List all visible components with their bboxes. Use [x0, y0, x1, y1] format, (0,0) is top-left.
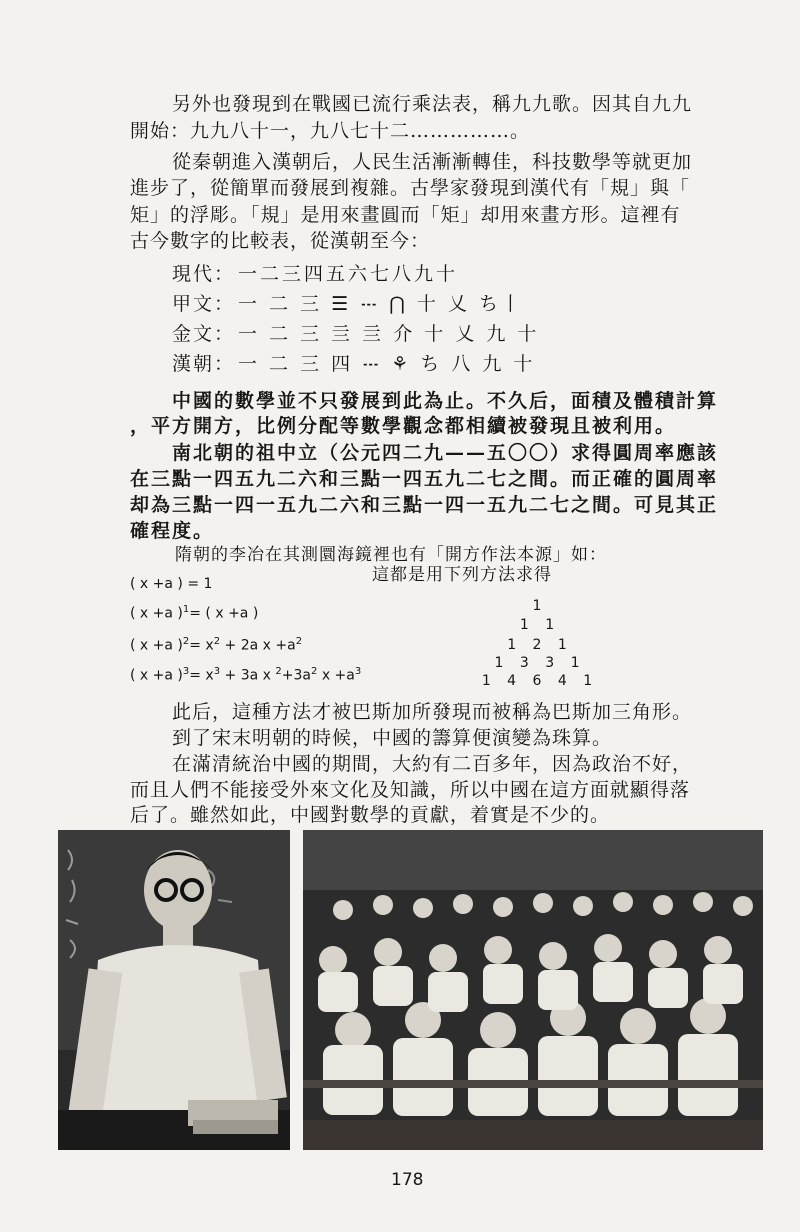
numeral-row-glyphs: 一 二 三 四 𝌀 ⚘ ち 八 九 十	[238, 353, 536, 375]
numeral-row-label: 現代：	[172, 263, 236, 285]
pascal-row: 1 4 6 4 1	[481, 673, 599, 689]
formula-exponent: 3	[182, 666, 190, 677]
bold-paragraph-2-line-2: 在三點一四五九二六和三點一四五九二七之間。而正確的圓周率	[130, 468, 719, 490]
formula-text: ( x +a )	[130, 637, 183, 654]
numeral-row-oracle-bone	[172, 292, 523, 316]
sui-paragraph-line-2: 這都是用下列方法求得	[372, 565, 552, 585]
bold-paragraph-1-line-1: 中國的數學並不只發展到此為止。不久后，面積及體積計算	[172, 390, 719, 412]
numeral-row-han	[172, 352, 535, 376]
formula-text: +3a	[281, 667, 311, 684]
closing-line-4: 而且人們不能接受外來文化及知識，所以中國在這方面就顯得落	[130, 779, 691, 801]
formula-exponent: 2	[295, 636, 303, 647]
closing-line-1: 此后，這種方法才被巴斯加所發現而被稱為巴斯加三角形。	[172, 701, 693, 723]
closing-line-5: 后了。雖然如此，中國對數學的貢獻，着實是不少的。	[130, 804, 611, 826]
numeral-row-modern	[172, 262, 458, 286]
numeral-row-glyphs: 一 二 三 ☰ 𝌀 ⋂ 十 乂 ち丨	[238, 293, 523, 315]
formula-4	[130, 666, 361, 684]
bold-paragraph-1-line-2: ，平方開方，比例分配等數學觀念都相續被發現且被利用。	[130, 415, 677, 437]
formula-text: = ( x +a )	[189, 605, 259, 622]
numeral-row-label: 漢朝：	[172, 353, 236, 375]
pascal-row: 1 1	[519, 617, 561, 633]
formula-exponent: 2	[213, 636, 221, 647]
formula-1: ( x +a ) = 1	[130, 576, 213, 592]
closing-line-2: 到了宋末明朝的時候，中國的籌算便演變為珠算。	[172, 727, 613, 749]
paragraph-2-line-4: 古今數字的比較表，從漢朝至今：	[130, 230, 431, 252]
paragraph-2-line-3: 矩」的浮彫。「規」是用來畫圓而「矩」却用來畫方形。這裡有	[130, 204, 681, 226]
pascal-row: 1 3 3 1	[494, 655, 586, 671]
numeral-row-glyphs: 一 二 三 亖 亖 介 十 乂 九 十	[238, 323, 540, 345]
classroom-photo-illustration	[303, 830, 763, 1150]
teacher-photo-illustration	[58, 830, 290, 1150]
formula-exponent: 2	[311, 666, 318, 677]
formula-2	[130, 604, 258, 622]
bold-paragraph-2-line-3: 却為三點一四一五九二六和三點一四一五九二七之間。可見其正	[130, 494, 719, 516]
formula-text: x +a	[317, 667, 355, 684]
bold-paragraph-2-line-4: 確程度。	[130, 520, 215, 542]
numeral-row-label: 金文：	[172, 323, 236, 345]
pascal-row: 1 2 1	[507, 637, 573, 653]
formula-3	[130, 636, 302, 654]
formula-exponent: 1	[182, 604, 190, 615]
classroom-photo	[303, 830, 763, 1150]
formula-text: + 3a x	[220, 667, 276, 684]
formula-text: = x	[189, 637, 214, 654]
formula-text: ( x +a )	[130, 605, 183, 622]
page-number: 178	[391, 1170, 424, 1190]
teacher-photo	[58, 830, 290, 1150]
numeral-row-label: 甲文：	[172, 293, 236, 315]
numeral-row-bronze	[172, 322, 539, 346]
pascal-row: 1	[532, 598, 548, 614]
paragraph-1-line-2: 開始：九九八十一，九八七十二……………。	[130, 120, 531, 142]
formula-exponent: 3	[213, 666, 221, 677]
closing-line-3: 在滿清統治中國的期間，大約有二百多年，因為政治不好，	[172, 753, 693, 775]
formula-exponent: 3	[354, 666, 362, 677]
sui-paragraph-line-1: 隋朝的李冶在其測圜海鏡裡也有「開方作法本源」如：	[175, 545, 607, 565]
formula-exponent: 2	[182, 636, 190, 647]
paragraph-2-line-2: 進步了，從簡單而發展到複雜。古學家發現到漢代有「規」與「	[130, 177, 691, 199]
formula-text: ( x +a )	[130, 667, 183, 684]
numeral-row-glyphs: 一二三四五六七八九十	[238, 263, 459, 285]
paragraph-2-line-1: 從秦朝進入漢朝后，人民生活漸漸轉佳，科技數學等就更加	[172, 151, 693, 173]
paragraph-1-line-1: 另外也發現到在戰國已流行乘法表，稱九九歌。因其自九九	[172, 93, 693, 115]
bold-paragraph-2-line-1: 南北朝的祖中立（公元四二九——五〇〇）求得圓周率應該	[172, 442, 719, 464]
formula-exponent: 2	[275, 666, 282, 677]
formula-text: = x	[189, 667, 214, 684]
formula-text: + 2a x +a	[220, 637, 296, 654]
